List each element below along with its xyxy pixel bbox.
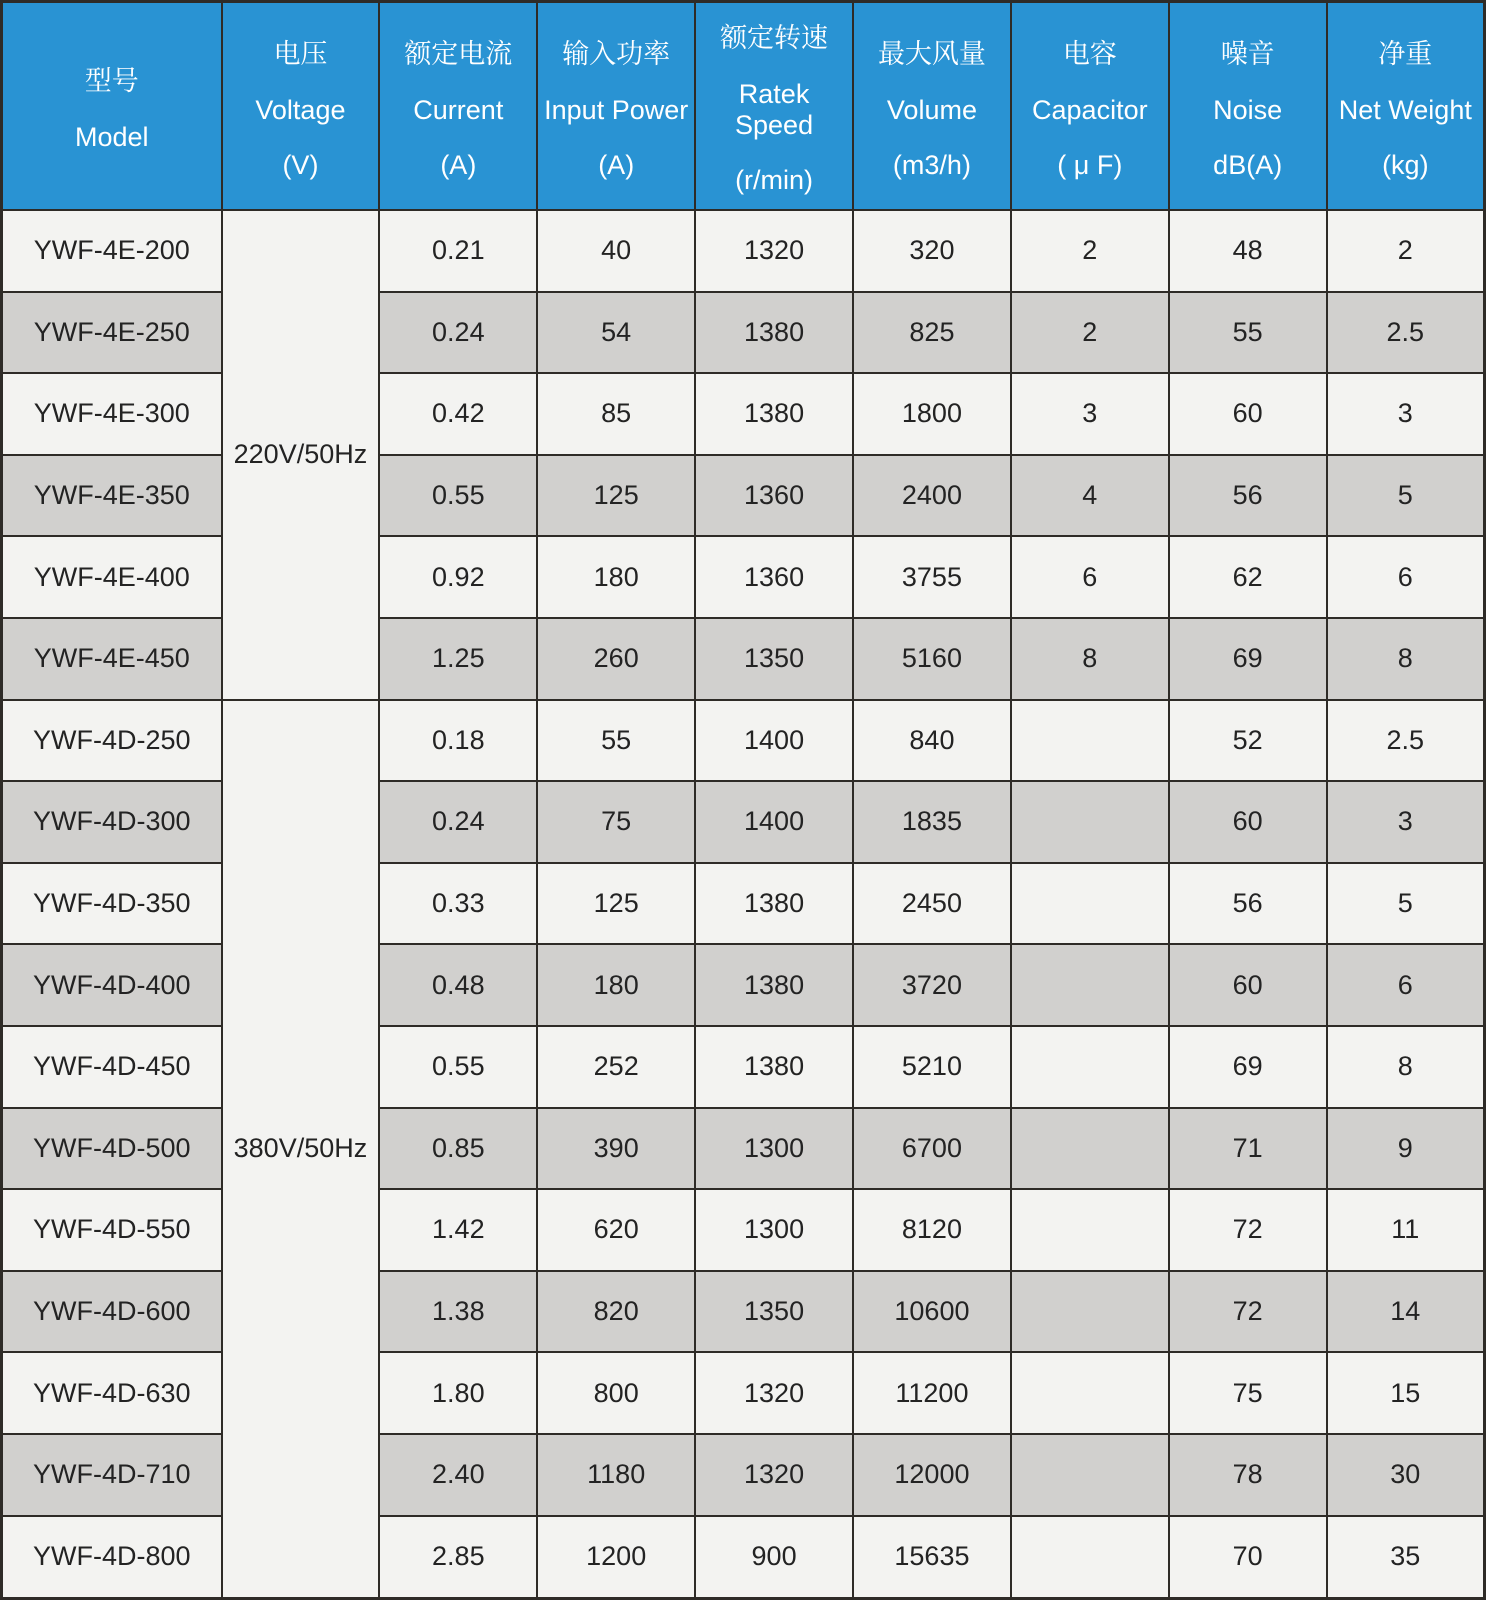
cell-capacitor — [1011, 1271, 1169, 1353]
cell-volume: 3755 — [853, 536, 1011, 618]
cell-power: 75 — [537, 781, 695, 863]
header-line: Model — [74, 122, 149, 152]
cell-noise: 48 — [1169, 210, 1327, 292]
cell-volume: 11200 — [853, 1352, 1011, 1434]
cell-capacitor — [1011, 1189, 1169, 1271]
header-volume — [853, 2, 1011, 211]
cell-model: YWF-4D-600 — [2, 1271, 222, 1353]
cell-model: YWF-4E-350 — [2, 455, 222, 537]
header-line: Net Weight — [1338, 94, 1472, 125]
header-line: 额定电流 — [404, 38, 513, 69]
cell-weight: 35 — [1327, 1516, 1485, 1599]
cell-weight: 9 — [1327, 1108, 1485, 1190]
header-line: Noise — [1213, 94, 1283, 125]
cell-volume: 8120 — [853, 1189, 1011, 1271]
cell-capacitor: 2 — [1011, 292, 1169, 374]
cell-capacitor: 4 — [1011, 455, 1169, 537]
cell-current: 0.33 — [379, 863, 537, 945]
cell-model: YWF-4D-350 — [2, 863, 222, 945]
cell-speed: 1320 — [695, 1352, 853, 1434]
header-line: ( μ F) — [1057, 149, 1123, 180]
cell-model: YWF-4D-450 — [2, 1026, 222, 1108]
cell-noise: 60 — [1169, 373, 1327, 455]
table-header — [2, 2, 1485, 211]
header-line: (m3/h) — [892, 149, 971, 180]
header-line: (A) — [440, 149, 477, 180]
cell-speed: 1380 — [695, 373, 853, 455]
header-line: Capacitor — [1032, 94, 1148, 125]
cell-current: 0.24 — [379, 781, 537, 863]
cell-noise: 56 — [1169, 863, 1327, 945]
cell-speed: 1360 — [695, 536, 853, 618]
header-line: 噪音 — [1220, 38, 1275, 69]
header-current — [379, 2, 537, 211]
cell-current: 1.25 — [379, 618, 537, 700]
cell-model: YWF-4D-250 — [2, 700, 222, 782]
cell-noise: 62 — [1169, 536, 1327, 618]
cell-noise: 78 — [1169, 1434, 1327, 1516]
cell-model: YWF-4D-300 — [2, 781, 222, 863]
cell-weight: 5 — [1327, 455, 1485, 537]
cell-power: 260 — [537, 618, 695, 700]
cell-volume: 6700 — [853, 1108, 1011, 1190]
header-line: (V) — [282, 149, 319, 180]
table-row — [2, 210, 1485, 292]
cell-current: 0.55 — [379, 455, 537, 537]
cell-model: YWF-4E-300 — [2, 373, 222, 455]
header-line: Current — [413, 94, 504, 125]
cell-weight: 6 — [1327, 536, 1485, 618]
header-line: 额定转速 — [720, 23, 829, 53]
cell-capacitor — [1011, 1516, 1169, 1599]
cell-volume: 10600 — [853, 1271, 1011, 1353]
cell-speed: 1380 — [695, 944, 853, 1026]
cell-speed: 900 — [695, 1516, 853, 1599]
table-row — [2, 700, 1485, 782]
cell-capacitor: 8 — [1011, 618, 1169, 700]
cell-speed: 1380 — [695, 863, 853, 945]
header-line: Input Power — [544, 94, 689, 125]
cell-power: 620 — [537, 1189, 695, 1271]
cell-weight: 3 — [1327, 781, 1485, 863]
cell-speed: 1350 — [695, 618, 853, 700]
cell-capacitor: 6 — [1011, 536, 1169, 618]
cell-current: 1.38 — [379, 1271, 537, 1353]
cell-noise: 69 — [1169, 618, 1327, 700]
cell-noise: 52 — [1169, 700, 1327, 782]
cell-weight: 5 — [1327, 863, 1485, 945]
cell-power: 125 — [537, 455, 695, 537]
cell-weight: 2.5 — [1327, 700, 1485, 782]
cell-current: 2.40 — [379, 1434, 537, 1516]
cell-speed: 1400 — [695, 781, 853, 863]
cell-speed: 1300 — [695, 1189, 853, 1271]
cell-weight: 15 — [1327, 1352, 1485, 1434]
cell-capacitor — [1011, 1026, 1169, 1108]
cell-power: 180 — [537, 944, 695, 1026]
cell-weight: 30 — [1327, 1434, 1485, 1516]
cell-volume: 2450 — [853, 863, 1011, 945]
cell-power: 820 — [537, 1271, 695, 1353]
cell-power: 125 — [537, 863, 695, 945]
cell-model: YWF-4D-800 — [2, 1516, 222, 1599]
cell-model: YWF-4D-710 — [2, 1434, 222, 1516]
cell-volume: 5210 — [853, 1026, 1011, 1108]
cell-model: YWF-4D-500 — [2, 1108, 222, 1190]
cell-power: 55 — [537, 700, 695, 782]
cell-voltage-group: 220V/50Hz — [222, 210, 380, 700]
cell-noise: 56 — [1169, 455, 1327, 537]
cell-capacitor — [1011, 1352, 1169, 1434]
header-voltage — [222, 2, 380, 211]
cell-speed: 1350 — [695, 1271, 853, 1353]
cell-weight: 11 — [1327, 1189, 1485, 1271]
cell-speed: 1400 — [695, 700, 853, 782]
header-capacitor — [1011, 2, 1169, 211]
cell-capacitor — [1011, 781, 1169, 863]
header-line: 输入功率 — [562, 38, 671, 69]
cell-model: YWF-4D-400 — [2, 944, 222, 1026]
cell-noise: 70 — [1169, 1516, 1327, 1599]
cell-model: YWF-4D-550 — [2, 1189, 222, 1271]
header-weight — [1327, 2, 1485, 211]
cell-volume: 3720 — [853, 944, 1011, 1026]
cell-noise: 72 — [1169, 1271, 1327, 1353]
cell-speed: 1300 — [695, 1108, 853, 1190]
cell-speed: 1320 — [695, 210, 853, 292]
header-line: (A) — [598, 149, 635, 180]
table-body — [2, 210, 1485, 1599]
cell-current: 0.18 — [379, 700, 537, 782]
cell-noise: 55 — [1169, 292, 1327, 374]
header-line: Volume — [886, 94, 977, 125]
cell-current: 0.85 — [379, 1108, 537, 1190]
cell-capacitor: 2 — [1011, 210, 1169, 292]
cell-power: 180 — [537, 536, 695, 618]
cell-power: 54 — [537, 292, 695, 374]
cell-current: 1.42 — [379, 1189, 537, 1271]
cell-current: 0.24 — [379, 292, 537, 374]
cell-volume: 840 — [853, 700, 1011, 782]
cell-power: 40 — [537, 210, 695, 292]
cell-current: 0.48 — [379, 944, 537, 1026]
cell-volume: 12000 — [853, 1434, 1011, 1516]
cell-power: 1200 — [537, 1516, 695, 1599]
header-line: Ratek Speed — [735, 79, 814, 140]
cell-volume: 1835 — [853, 781, 1011, 863]
cell-weight: 8 — [1327, 1026, 1485, 1108]
cell-noise: 60 — [1169, 781, 1327, 863]
cell-noise: 72 — [1169, 1189, 1327, 1271]
cell-noise: 75 — [1169, 1352, 1327, 1434]
cell-volume: 320 — [853, 210, 1011, 292]
header-line: 电压 — [273, 38, 328, 69]
cell-speed: 1380 — [695, 292, 853, 374]
cell-capacitor — [1011, 944, 1169, 1026]
cell-capacitor — [1011, 700, 1169, 782]
header-line: Voltage — [255, 94, 346, 125]
cell-power: 252 — [537, 1026, 695, 1108]
cell-power: 390 — [537, 1108, 695, 1190]
cell-model: YWF-4E-200 — [2, 210, 222, 292]
cell-current: 0.55 — [379, 1026, 537, 1108]
cell-weight: 3 — [1327, 373, 1485, 455]
cell-volume: 5160 — [853, 618, 1011, 700]
cell-voltage-group: 380V/50Hz — [222, 700, 380, 1599]
cell-volume: 2400 — [853, 455, 1011, 537]
cell-current: 0.42 — [379, 373, 537, 455]
cell-noise: 60 — [1169, 944, 1327, 1026]
cell-weight: 2 — [1327, 210, 1485, 292]
cell-weight: 2.5 — [1327, 292, 1485, 374]
cell-capacitor — [1011, 1434, 1169, 1516]
cell-power: 800 — [537, 1352, 695, 1434]
cell-volume: 15635 — [853, 1516, 1011, 1599]
header-line: (kg) — [1382, 149, 1429, 180]
header-speed — [695, 2, 853, 211]
cell-current: 0.21 — [379, 210, 537, 292]
cell-current: 2.85 — [379, 1516, 537, 1599]
cell-capacitor — [1011, 863, 1169, 945]
cell-speed: 1380 — [695, 1026, 853, 1108]
cell-weight: 6 — [1327, 944, 1485, 1026]
cell-model: YWF-4E-250 — [2, 292, 222, 374]
cell-current: 0.92 — [379, 536, 537, 618]
cell-capacitor — [1011, 1108, 1169, 1190]
cell-model: YWF-4E-450 — [2, 618, 222, 700]
header-model — [2, 2, 222, 211]
header-line: 最大风量 — [877, 38, 986, 69]
cell-power: 85 — [537, 373, 695, 455]
header-line: dB(A) — [1213, 149, 1283, 180]
cell-noise: 69 — [1169, 1026, 1327, 1108]
header-line: (r/min) — [735, 165, 814, 195]
cell-weight: 8 — [1327, 618, 1485, 700]
header-line: 型号 — [84, 66, 139, 96]
header-noise — [1169, 2, 1327, 211]
cell-weight: 14 — [1327, 1271, 1485, 1353]
cell-volume: 1800 — [853, 373, 1011, 455]
cell-noise: 71 — [1169, 1108, 1327, 1190]
cell-speed: 1320 — [695, 1434, 853, 1516]
header-power — [537, 2, 695, 211]
cell-speed: 1360 — [695, 455, 853, 537]
cell-current: 1.80 — [379, 1352, 537, 1434]
cell-model: YWF-4D-630 — [2, 1352, 222, 1434]
cell-volume: 825 — [853, 292, 1011, 374]
cell-model: YWF-4E-400 — [2, 536, 222, 618]
header-row — [2, 2, 1485, 211]
cell-power: 1180 — [537, 1434, 695, 1516]
header-line: 净重 — [1378, 38, 1433, 69]
cell-capacitor: 3 — [1011, 373, 1169, 455]
header-line: 电容 — [1062, 38, 1117, 69]
